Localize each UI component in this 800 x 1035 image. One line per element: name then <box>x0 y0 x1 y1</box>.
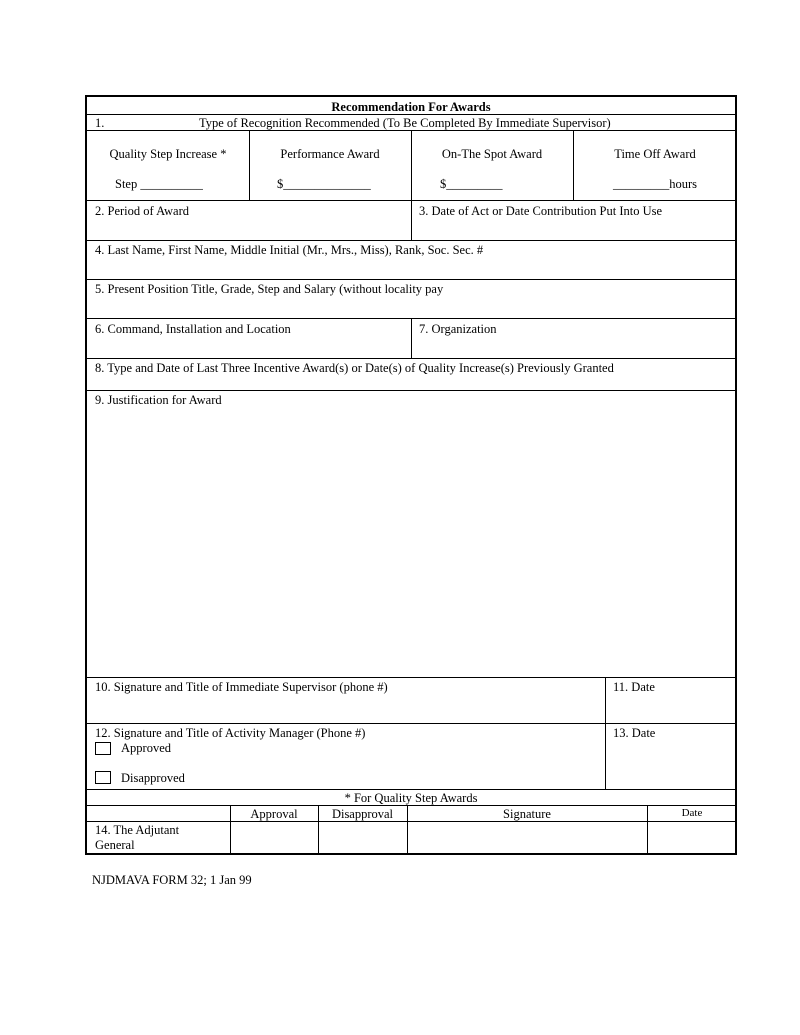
divider <box>411 200 412 240</box>
divider <box>87 805 735 806</box>
adjutant-date-cell[interactable] <box>647 821 737 855</box>
adjutant-disapproval-cell[interactable] <box>318 821 407 855</box>
divider <box>87 723 735 724</box>
item12-activity-manager-signature[interactable]: 12. Signature and Title of Activity Manager (Phone #) <box>95 726 366 740</box>
performance-award-field[interactable]: $______________ <box>277 177 371 191</box>
item7-organization[interactable]: 7. Organization <box>419 322 497 336</box>
date-header: Date <box>681 807 703 819</box>
item1-label: Type of Recognition Recommended (To Be Completed By Immediate Supervisor) <box>199 116 611 130</box>
divider <box>411 318 412 358</box>
divider <box>87 114 735 115</box>
item1-number: 1. <box>95 116 105 130</box>
disapproved-label: Disapproved <box>121 771 185 785</box>
divider <box>249 130 250 200</box>
item14-adjutant-general-line2: General <box>95 838 135 852</box>
divider <box>411 130 412 200</box>
time-off-award-field[interactable]: _________hours <box>613 177 698 191</box>
item14-adjutant-general-line1: 14. The Adjutant <box>95 823 180 837</box>
approved-label: Approved <box>121 741 171 755</box>
divider <box>87 279 735 280</box>
divider <box>87 789 735 790</box>
divider <box>87 677 735 678</box>
on-the-spot-award-field[interactable]: $_________ <box>440 177 503 191</box>
adjutant-approval-cell[interactable] <box>230 821 318 855</box>
item3-date-of-act[interactable]: 3. Date of Act or Date Contribution Put Into Use <box>419 204 663 218</box>
approved-checkbox[interactable] <box>95 742 111 755</box>
quality-step-note: * For Quality Step Awards <box>344 791 478 805</box>
item4-name-rank-ssn[interactable]: 4. Last Name, First Name, Middle Initial (Mr., Mrs., Miss), Rank, Soc. Sec. # <box>95 243 484 257</box>
approval-header: Approval <box>250 807 298 821</box>
item2-period-of-award[interactable]: 2. Period of Award <box>95 204 189 218</box>
award-recommendation-form <box>85 95 737 855</box>
quality-step-field[interactable]: Step __________ <box>115 177 203 191</box>
time-off-award-label: Time Off Award <box>614 147 696 161</box>
item5-position-title[interactable]: 5. Present Position Title, Grade, Step and Salary (without locality pay <box>95 282 444 296</box>
disapproved-checkbox[interactable] <box>95 771 111 784</box>
divider <box>87 390 735 391</box>
item10-supervisor-signature[interactable]: 10. Signature and Title of Immediate Supervisor (phone #) <box>95 680 388 694</box>
divider <box>573 130 574 200</box>
adjutant-signature-cell[interactable] <box>407 821 647 855</box>
item13-date[interactable]: 13. Date <box>613 726 656 740</box>
performance-award-label: Performance Award <box>280 147 380 161</box>
divider <box>605 677 606 789</box>
form-title: Recommendation For Awards <box>331 100 491 114</box>
divider <box>87 358 735 359</box>
item9-justification[interactable]: 9. Justification for Award <box>95 393 222 407</box>
disapproval-header: Disapproval <box>331 807 394 821</box>
on-the-spot-award-label: On-The Spot Award <box>441 147 543 161</box>
item8-previous-awards[interactable]: 8. Type and Date of Last Three Incentive Award(s) or Date(s) of Quality Increase(s) Previously Granted <box>95 361 614 375</box>
item11-date[interactable]: 11. Date <box>613 680 655 694</box>
signature-header: Signature <box>503 807 551 821</box>
divider <box>87 240 735 241</box>
item6-command-installation[interactable]: 6. Command, Installation and Location <box>95 322 291 336</box>
quality-step-increase-label: Quality Step Increase * <box>109 147 227 161</box>
form-number-footer: NJDMAVA FORM 32; 1 Jan 99 <box>92 873 252 887</box>
